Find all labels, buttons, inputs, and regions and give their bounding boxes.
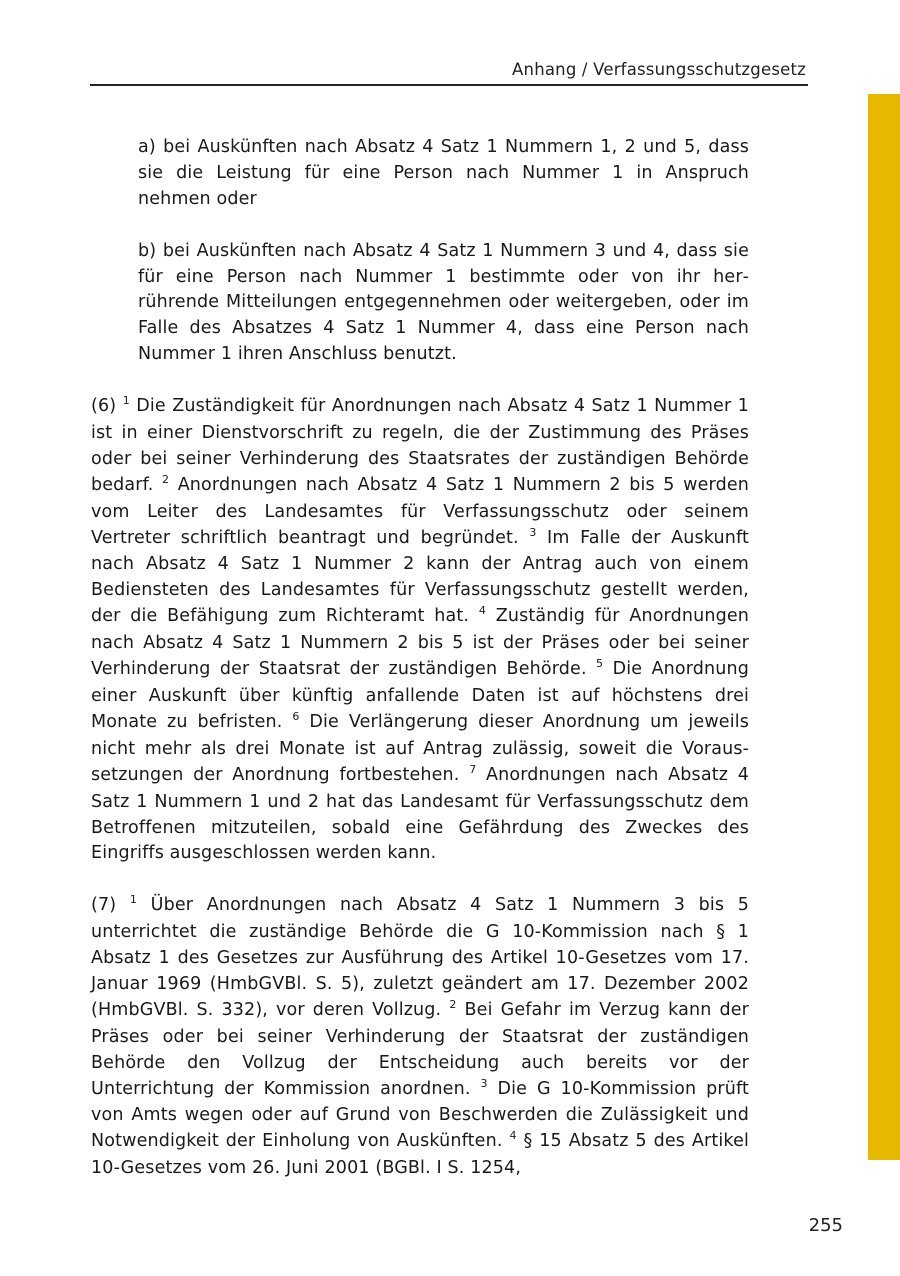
paragraph-label: (7) <box>91 895 117 916</box>
sentence-number: 5 <box>596 657 604 671</box>
paragraph-label: (6) <box>91 396 117 417</box>
sentence: Die Verlängerung dieser Anordnung um jeweils nicht mehr als drei Monate ist auf Antrag zulässig, soweit die Voraussetzungen der Anordnung fortbestehen. <box>91 711 750 785</box>
sentence-number: 4 <box>509 1129 517 1143</box>
sentence-number: 3 <box>480 1076 488 1090</box>
running-header: Anhang / Verfassungsschutzgesetz <box>512 60 806 79</box>
sentence-number: 2 <box>161 472 170 486</box>
header-divider <box>90 84 808 86</box>
sentence-number: 2 <box>449 997 457 1011</box>
sentence: Über Anordnungen nach Absatz 4 Satz 1 Nummern 3 bis 5 unterrichtet die zuständige Behörde die G 10-Kommission nach § 1 Absatz 1 des Gesetzes zur Ausführung des Artikel 10-Gesetzes vom 17. Januar 1969 (HmbGVBl. S. 5), zuletzt geändert am 17. Dezember 2002 (HmbGVBl. S. 332), vor deren Vollzug. <box>91 895 750 1020</box>
sentence-number: 7 <box>469 762 477 776</box>
sentence: Anordnungen nach Absatz 4 Satz 1 Nummern 1 und 2 hat das Landesamt für Verfassungsschutz dem Betroffenen mitzuteilen, sobald eine Gefährdung des Zweckes des Eingriffs ausgeschlossen werden kann. <box>91 764 750 864</box>
sentence-number: 1 <box>122 394 130 408</box>
paragraph-6 <box>91 394 749 867</box>
sentence-number: 3 <box>529 525 537 539</box>
sentence: § 15 Absatz 5 des Artikel 10-Gesetzes vom 26. Juni 2001 (BGBl. I S. 1254, <box>91 1131 750 1179</box>
sentence: Die Zuständigkeit für Anordnungen nach Absatz 4 Satz 1 Nummer 1 ist in einer Dienstvorschrift zu regeln, die der Zustimmung des Präses oder bei seiner Verhinderung des Staatsrates der zuständigen Behörde bedarf. <box>91 396 750 495</box>
chapter-tab-marker <box>868 94 900 1160</box>
sentence: Anordnungen nach Absatz 4 Satz 1 Nummern 2 bis 5 werden vom Leiter des Landesamtes für Verfassungsschutz oder seinem Vertreter schriftlich beantragt und begründet. <box>91 474 749 548</box>
page-number: 255 <box>808 1215 843 1236</box>
sentence-number: 1 <box>129 893 138 907</box>
sentence-number: 6 <box>292 709 300 723</box>
page-body <box>91 135 749 1182</box>
list-item-a: a) bei Auskünften nach Absatz 4 Satz 1 Nummern 1, 2 und 5, dass sie die Leistung für eine Person nach Nummer 1 in Anspruch nehmen oder <box>138 137 749 209</box>
paragraph-7 <box>91 893 749 1182</box>
sentence: Die Anordnung einer Auskunft über künftig anfallende Daten ist auf höchstens drei Monate zu befristen. <box>91 659 750 732</box>
sentence: Bei Gefahr im Verzug kann der Präses oder bei seiner Verhinderung der Staatsrat der zuständigen Behörde den Vollzug der Entscheidung auch bereits vor der Unterrichtung der Kommission anordnen. <box>91 999 750 1099</box>
sentence: Im Falle der Auskunft nach Absatz 4 Satz 1 Nummer 2 kann der Antrag auch von einem Bediensteten des Landesamtes für Verfassungsschutz gestellt werden, der die Befähigung zum Richteramt hat. <box>91 527 750 627</box>
sentence: Zuständig für Anordnungen nach Absatz 4 Satz 1 Nummern 2 bis 5 ist der Präses oder bei seiner Verhinderung der Staatsrat der zuständigen Behörde. <box>91 606 749 680</box>
sentence-number: 4 <box>478 604 486 618</box>
sentence: Die G 10-Kommission prüft von Amts wegen oder auf Grund von Beschwerden die Zulässigkeit und Notwendigkeit der Einholung von Auskünften. <box>91 1078 749 1152</box>
list-item-b: b) bei Auskünften nach Absatz 4 Satz 1 Nummern 3 und 4, dass sie für eine Person nach Nummer 1 bestimmte oder von ihr herrührende Mitteilungen entgegennehmen oder weitergeben, oder im Falle des Absatzes 4 Satz 1 Nummer 4, dass eine Person nach Nummer 1 ihren Anschluss benutzt. <box>138 240 749 365</box>
